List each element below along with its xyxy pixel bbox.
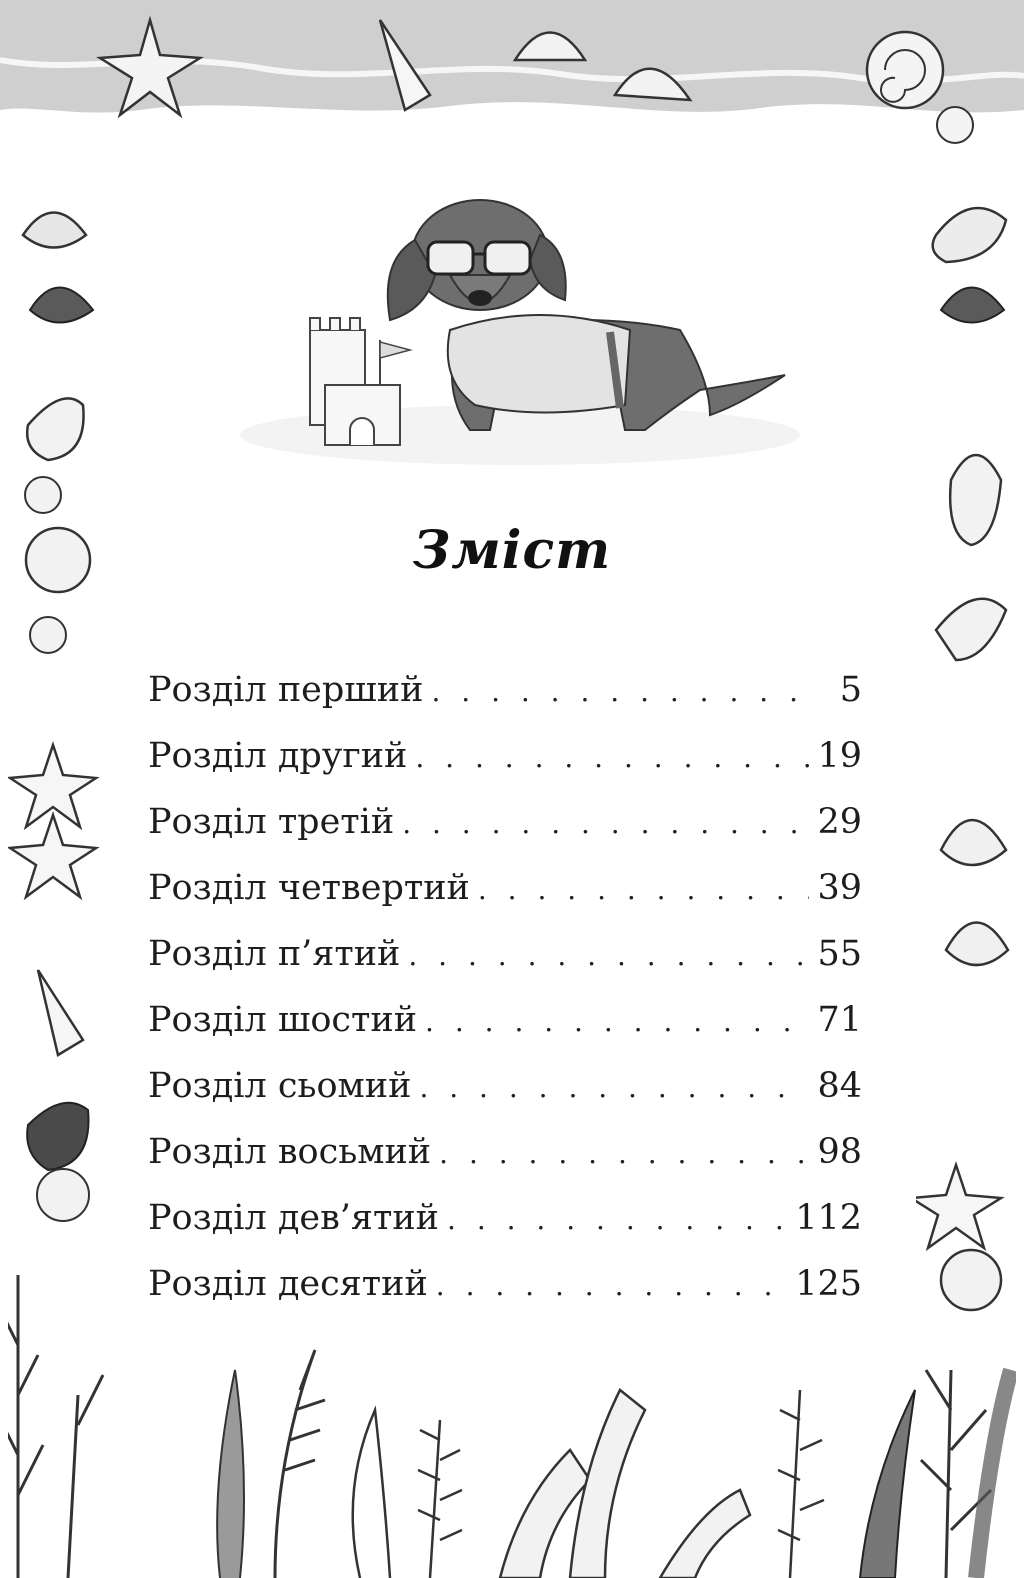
toc-entry-page-number: 125 <box>795 1264 862 1304</box>
toc-dot-leader <box>431 675 814 708</box>
toc-entry-page-number: 84 <box>817 1066 862 1106</box>
toc-entry <box>148 934 862 1000</box>
table-of-contents <box>148 670 862 1330</box>
page-title: Зміст <box>412 520 612 581</box>
toc-entry <box>148 868 862 934</box>
toc-dot-leader <box>402 807 809 840</box>
toc-entry-label: Розділ десятий <box>148 1264 428 1304</box>
toc-entry-page-number: 5 <box>839 670 862 710</box>
toc-dot-leader <box>436 1269 787 1302</box>
toc-entry <box>148 1198 862 1264</box>
toc-entry <box>148 1132 862 1198</box>
toc-entry-label: Розділ восьмий <box>148 1132 432 1172</box>
toc-entry <box>148 670 862 736</box>
toc-dot-leader <box>439 1137 809 1170</box>
toc-entry-page-number: 19 <box>817 736 862 776</box>
toc-entry-label: Розділ перший <box>148 670 424 710</box>
toc-dot-leader <box>447 1203 787 1236</box>
beach-band-decoration <box>0 0 1024 150</box>
toc-entry-label: Розділ п’ятий <box>148 934 401 974</box>
toc-entry <box>148 802 862 868</box>
toc-entry-label: Розділ четвертий <box>148 868 470 908</box>
toc-entry-page-number: 29 <box>817 802 862 842</box>
toc-dot-leader <box>415 741 809 774</box>
left-border-shells-decoration <box>8 195 108 1578</box>
seaweed-coral-decoration <box>100 1330 924 1578</box>
toc-entry-label: Розділ третій <box>148 802 395 842</box>
toc-dot-leader <box>408 939 809 972</box>
toc-entry <box>148 1000 862 1066</box>
toc-entry-label: Розділ шостий <box>148 1000 418 1040</box>
toc-entry <box>148 1264 862 1330</box>
toc-entry-page-number: 55 <box>817 934 862 974</box>
toc-entry-label: Розділ сьомий <box>148 1066 412 1106</box>
toc-dot-leader <box>478 873 810 906</box>
toc-dot-leader <box>425 1005 809 1038</box>
toc-entry-page-number: 39 <box>817 868 862 908</box>
toc-entry-label: Розділ другий <box>148 736 408 776</box>
toc-entry <box>148 1066 862 1132</box>
toc-entry-label: Розділ дев’ятий <box>148 1198 440 1238</box>
right-border-shells-decoration <box>916 190 1016 1578</box>
dachshund-illustration <box>240 180 800 480</box>
toc-entry <box>148 736 862 802</box>
toc-entry-page-number: 112 <box>795 1198 862 1238</box>
toc-dot-leader <box>419 1071 809 1104</box>
toc-entry-page-number: 98 <box>817 1132 862 1172</box>
toc-entry-page-number: 71 <box>817 1000 862 1040</box>
